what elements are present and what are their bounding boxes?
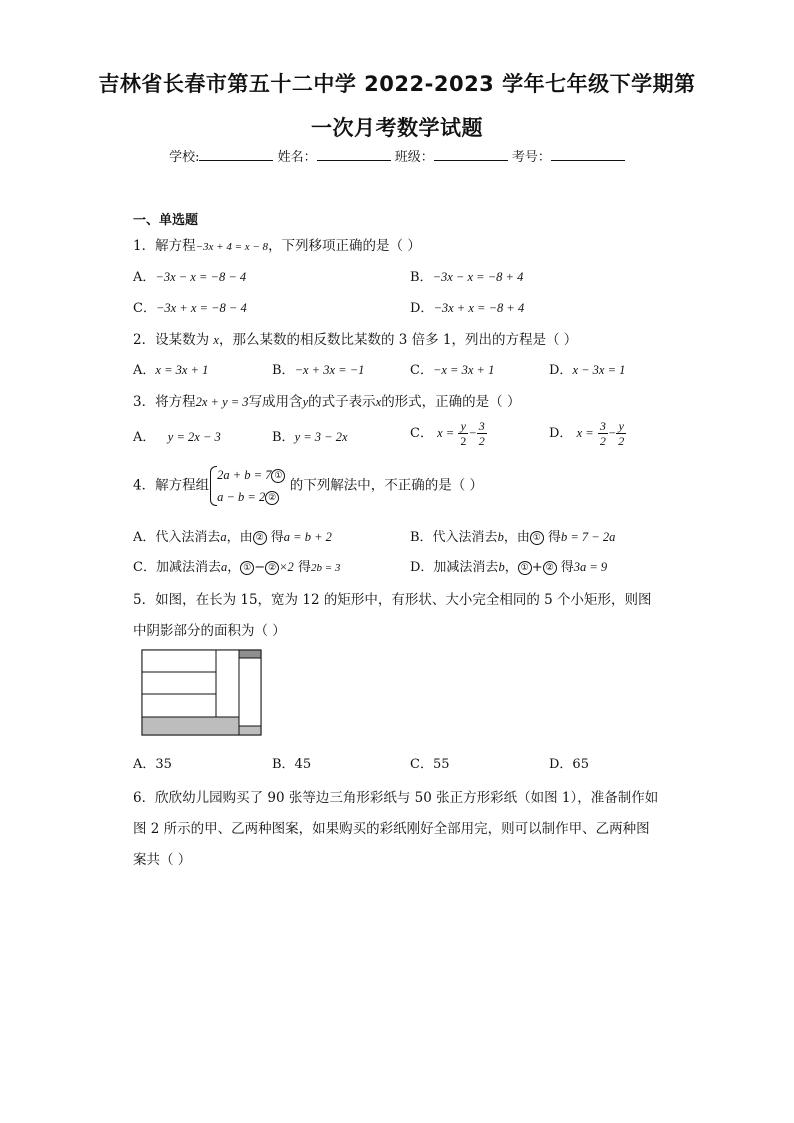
q4-a-eq: a = b + 2 bbox=[283, 530, 332, 544]
q4-a-mark: ② bbox=[253, 531, 267, 545]
q4-equation-system bbox=[209, 464, 285, 508]
q3-d-label: D． bbox=[549, 426, 573, 441]
q4-d-mark1: ① bbox=[518, 561, 532, 575]
q2-d-label: D． bbox=[549, 363, 573, 378]
q2-c-eq: −x = 3x + 1 bbox=[432, 363, 495, 377]
q4-d-get: 得 bbox=[556, 560, 574, 575]
question-3-stem bbox=[133, 390, 520, 410]
q2-option-c[interactable] bbox=[410, 359, 494, 378]
q5-option-c[interactable]: C．55 bbox=[410, 757, 450, 772]
q2-option-a[interactable] bbox=[133, 359, 208, 378]
q3-option-d[interactable] bbox=[549, 419, 626, 448]
q3-d-lhs: x = bbox=[576, 426, 594, 440]
student-info-line bbox=[0, 146, 794, 165]
q5-small-rect-4 bbox=[216, 650, 239, 717]
question-6-stem-line-3: 案共（ ） bbox=[133, 852, 192, 868]
number-label: 考号： bbox=[511, 150, 551, 165]
q4-b-label: B．代入法消去 bbox=[410, 530, 498, 545]
q3-option-c[interactable] bbox=[410, 419, 487, 448]
q3-b-label: B． bbox=[272, 430, 295, 445]
q4-row2: a − b = 2 bbox=[217, 490, 266, 504]
q2-a-label: A． bbox=[133, 363, 156, 378]
question-1-stem bbox=[133, 234, 421, 254]
q3-stem-mid: 写成用含 bbox=[248, 394, 303, 410]
q5-small-rect-5 bbox=[239, 658, 261, 726]
q2-d-eq: x − 3x = 1 bbox=[572, 363, 626, 377]
q4-stem-pre: 4．解方程组 bbox=[133, 477, 210, 494]
q3-var-x: x bbox=[375, 395, 382, 409]
q4-d-var: b bbox=[498, 560, 505, 574]
q4-option-a[interactable] bbox=[133, 526, 332, 545]
q1-d-eq: −3x + x = −8 + 4 bbox=[433, 301, 525, 315]
q3-d-f1-num: 3 bbox=[599, 419, 606, 433]
q1-c-eq: −3x + x = −8 − 4 bbox=[155, 301, 247, 315]
q3-d-f2-den: 2 bbox=[618, 434, 625, 448]
q1-equation: −3x + 4 = x − 8 bbox=[195, 241, 269, 253]
q2-var: x bbox=[213, 333, 219, 347]
q1-option-c[interactable] bbox=[133, 297, 247, 316]
q3-c-f2-num: 3 bbox=[478, 419, 485, 433]
q4-c-eq: 2b = 3 bbox=[310, 562, 341, 574]
question-2-stem bbox=[133, 328, 577, 348]
q2-b-label: B． bbox=[272, 363, 295, 378]
q4-option-c[interactable] bbox=[133, 556, 340, 575]
q4-c-label: C．加减法消去 bbox=[133, 560, 221, 575]
question-6-stem-line-1: 6．欣欣幼儿园购买了 90 张等边三角形彩纸与 50 张正方形彩纸（如图 1），准备制作如 bbox=[133, 790, 659, 806]
q2-stem-pre: 2．设某数为 bbox=[133, 332, 214, 348]
q4-a-mid: ，由 bbox=[226, 530, 253, 545]
q4-d-eq: 3a = 9 bbox=[573, 560, 608, 574]
school-label: 学校: bbox=[169, 150, 200, 165]
q1-c-label: C． bbox=[133, 301, 156, 316]
q1-stem-post: ，下列移项正确的是（ ） bbox=[268, 238, 421, 254]
q5-small-rect-1 bbox=[142, 650, 216, 672]
q4-row1-mark: ① bbox=[271, 469, 285, 483]
q4-option-b[interactable] bbox=[410, 526, 615, 545]
q4-b-var: b bbox=[497, 530, 504, 544]
q1-option-d[interactable] bbox=[410, 297, 524, 316]
question-5-stem-line-1: 5．如图，在长为 15，宽为 12 的矩形中，有形状、大小完全相同的 5 个小矩形，则图 bbox=[133, 592, 652, 608]
q4-b-mid: ，由 bbox=[503, 530, 530, 545]
class-blank bbox=[434, 148, 508, 161]
name-blank bbox=[317, 148, 391, 161]
q3-option-a[interactable] bbox=[133, 426, 221, 445]
question-6-stem-line-2: 图 2 所示的甲、乙两种图案，如果购买的彩纸刚好全部用完，则可以制作甲、乙两种图 bbox=[133, 821, 650, 837]
name-label: 姓名： bbox=[277, 150, 317, 165]
q5-shaded-bottom-left bbox=[142, 717, 239, 735]
section-heading-single-choice: 一、单选题 bbox=[133, 213, 199, 228]
q2-b-eq: −x + 3x = −1 bbox=[294, 363, 365, 377]
q4-b-eq: b = 7 − 2a bbox=[560, 530, 616, 544]
q4-option-d[interactable] bbox=[410, 556, 607, 575]
q5-shaded-top-right bbox=[239, 650, 261, 658]
q3-c-op: − bbox=[468, 426, 477, 440]
q4-c-mark1: ① bbox=[240, 561, 254, 575]
q4-d-mark2: ② bbox=[543, 561, 557, 575]
q3-d-fraction-2 bbox=[616, 419, 626, 448]
q4-c-var: a bbox=[220, 560, 228, 574]
title-line-1: 吉林省长春市第五十二中学 2022-2023 学年七年级下学期第 bbox=[98, 72, 696, 96]
q5-option-a[interactable]: A．35 bbox=[133, 757, 172, 772]
q2-a-eq: x = 3x + 1 bbox=[155, 363, 209, 377]
q2-option-d[interactable] bbox=[549, 359, 625, 378]
q4-c-mark2: ② bbox=[265, 561, 279, 575]
q2-stem-post: ，那么某数的相反数比某数的 3 倍多 1，列出的方程是（ ） bbox=[218, 332, 578, 348]
q4-row1: 2a + b = 7 bbox=[217, 468, 272, 482]
q3-d-op: − bbox=[607, 426, 617, 440]
q1-a-label: A． bbox=[133, 270, 156, 285]
q3-stem-post: 的形式，正确的是（ ） bbox=[381, 394, 521, 410]
q1-option-b[interactable] bbox=[410, 266, 523, 285]
q1-d-label: D． bbox=[410, 301, 434, 316]
q2-option-b[interactable] bbox=[272, 359, 364, 378]
question-4-stem bbox=[133, 464, 483, 508]
q3-c-f2-den: 2 bbox=[478, 434, 485, 448]
school-blank bbox=[199, 148, 273, 161]
q3-c-fraction-2 bbox=[477, 419, 487, 448]
q1-option-a[interactable] bbox=[133, 266, 246, 285]
q3-d-f1-den: 2 bbox=[599, 434, 606, 448]
q1-b-eq: −3x − x = −8 + 4 bbox=[432, 270, 524, 284]
q4-stem-post: 的下列解法中，不正确的是（ ） bbox=[289, 477, 484, 494]
q5-option-b[interactable]: B．45 bbox=[272, 757, 312, 772]
q5-rectangle-figure bbox=[141, 649, 263, 737]
q3-c-f1-den: 2 bbox=[460, 434, 467, 448]
q3-stem-pre: 3．将方程 bbox=[133, 394, 196, 410]
q3-c-lhs: x = bbox=[437, 426, 455, 440]
title-line-2: 一次月考数学试题 bbox=[311, 116, 483, 140]
q1-stem-pre: 1．解方程 bbox=[133, 238, 196, 254]
q3-c-f1-num: y bbox=[458, 419, 468, 434]
q3-a-label: A． bbox=[133, 430, 156, 445]
q4-c-mul: ×2 bbox=[279, 560, 294, 574]
q4-c-op: − bbox=[254, 560, 266, 575]
q3-option-b[interactable] bbox=[272, 426, 348, 445]
q5-option-d[interactable]: D．65 bbox=[549, 757, 589, 772]
q4-a-label: A．代入法消去 bbox=[133, 530, 221, 545]
q4-a-var: a bbox=[220, 530, 227, 544]
question-5-stem-line-2: 中阴影部分的面积为（ ） bbox=[133, 623, 286, 639]
q5-small-rect-3 bbox=[142, 694, 216, 717]
q4-c-get: 得 bbox=[293, 560, 311, 575]
q3-d-fraction-1 bbox=[598, 419, 608, 448]
q3-a-eq: y = 2x − 3 bbox=[167, 430, 221, 444]
q3-b-eq: y = 3 − 2x bbox=[294, 430, 348, 444]
q4-b-get: 得 bbox=[543, 530, 561, 545]
q1-b-label: B． bbox=[410, 270, 433, 285]
number-blank bbox=[551, 148, 625, 161]
q4-a-get: 得 bbox=[266, 530, 284, 545]
q3-c-fraction-1 bbox=[458, 419, 468, 448]
q2-c-label: C． bbox=[410, 363, 433, 378]
q3-d-f2-num: y bbox=[616, 419, 626, 434]
q4-c-mid: ， bbox=[227, 560, 241, 575]
q3-var-y: y bbox=[302, 395, 309, 409]
q1-a-eq: −3x − x = −8 − 4 bbox=[155, 270, 247, 284]
q3-stem-mid2: 的式子表示 bbox=[308, 394, 376, 410]
class-label: 班级： bbox=[394, 150, 434, 165]
q4-b-mark: ① bbox=[530, 531, 544, 545]
q5-small-rect-2 bbox=[142, 672, 216, 694]
q4-d-mid: ， bbox=[504, 560, 518, 575]
q4-d-label: D．加减法消去 bbox=[410, 560, 499, 575]
q3-c-label: C． bbox=[410, 426, 433, 441]
q4-d-op: + bbox=[531, 560, 543, 575]
q4-row2-mark: ② bbox=[265, 491, 279, 505]
q3-eq: 2x + y = 3 bbox=[195, 395, 249, 409]
